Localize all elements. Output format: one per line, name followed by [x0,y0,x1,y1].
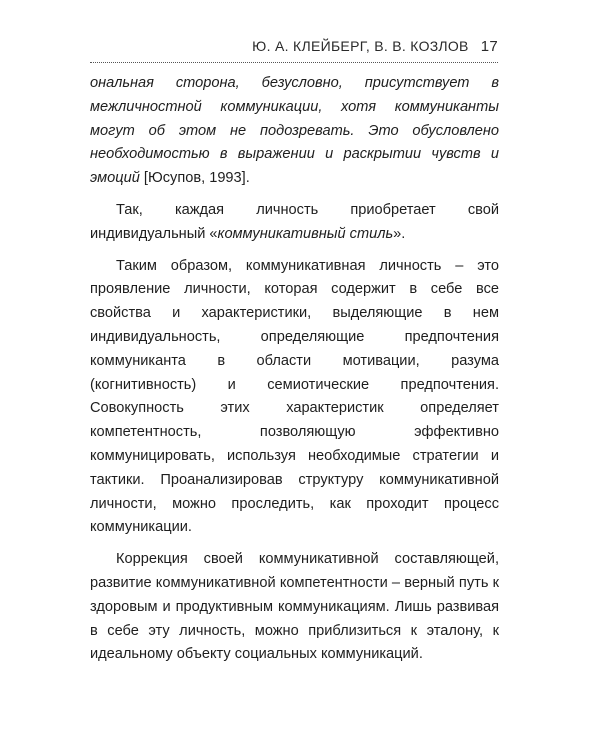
paragraph-1-italic: ональная сторона, безусловно, присутствует в межличностной коммуникации, хотя коммуниканты могут об этом не подозревать. Это обусловлено необходимостью в выражении и раскрытии чувств и эмоций [90,75,499,187]
paragraph-2-italic: коммуникативный стиль [217,225,394,242]
page-number: 17 [480,38,498,55]
paragraph-3: Таким образом, коммуникативная личность – это проявление личности, которая содержит в себе все свойства и характеристики, выделяющие в нем индивидуальность, определяющие предпочтения коммуниканта в области мотивации, разума (когнитивность) и семиотические предпочтения. Совокупность этих характеристик определяет компетентность, позволяющую эффективно коммуницировать, используя необходимые стратегии и тактики. Проанализировав структуру коммуникативной личности, можно проследить, как проходит процесс коммуникации. [90,257,499,536]
paragraph-2 [90,199,499,247]
running-head-authors: Ю. А. КЛЕЙБЕРГ, В. В. КОЗЛОВ [252,38,469,54]
running-head [82,38,498,58]
body-text [90,72,499,675]
paragraph-1-citation: [Юсупов, 1993]. [139,170,250,187]
header-dotted-rule [90,62,498,63]
paragraph-2-text-before: Так, каждая личность приобретает свой индивидуальный « [90,201,499,242]
paragraph-1 [90,72,499,191]
paragraph-2-text-after: ». [393,225,406,242]
paragraph-4: Коррекция своей коммуникативной составляющей, развитие коммуникативной компетентности – верный путь к здоровым и продуктивным коммуникациям. Лишь развивая в себе эту личность, можно приблизиться к эталону, к идеальному объекту социальных коммуникаций. [90,551,499,663]
